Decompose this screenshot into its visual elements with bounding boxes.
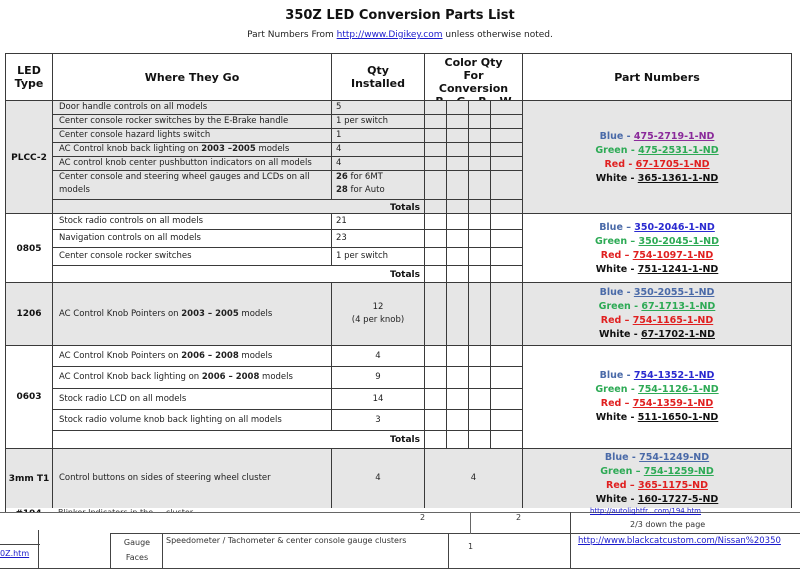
part-number-line (599, 300, 716, 314)
part-number-link[interactable]: 350-2055-1-ND (633, 287, 715, 298)
qty-variant: for Auto (347, 185, 385, 195)
led-type-label: 0603 (16, 392, 42, 402)
where-text-years: 2006 – 2008 (181, 350, 239, 361)
part-numbers-cell (522, 213, 792, 284)
color-qty-w-input[interactable] (490, 247, 523, 266)
part-number-link[interactable]: 160-1727-5-ND (637, 493, 719, 505)
color-qty-b-input[interactable] (424, 345, 447, 367)
gauge-qty-value: 1 (468, 542, 474, 551)
color-qty-b-input[interactable] (424, 114, 447, 129)
where-text-years: 2003 – 2005 (181, 308, 239, 319)
hline (110, 533, 800, 534)
where-text-pre: AC Control knob back lighting on (59, 144, 202, 154)
color-qty-w-input[interactable] (490, 170, 523, 200)
total-b-input[interactable] (424, 430, 447, 449)
where-text: Door handle controls on all models (59, 102, 208, 112)
vline (162, 533, 163, 569)
where-text-post: models (255, 144, 290, 154)
where-text-post: models (238, 308, 273, 319)
qty-value: 12 (372, 302, 384, 312)
qty-value: 4 (375, 350, 381, 361)
part-number-link[interactable]: 754-1165-1-ND (632, 315, 714, 326)
qty-value: 14 (372, 393, 384, 404)
where-text (59, 143, 289, 156)
part-number-link[interactable]: 754-1359-1-ND (632, 398, 714, 409)
where-text: Stock radio LCD on all models (59, 393, 187, 404)
where-text: Center console rocker switches by the E-Brake handle (59, 116, 289, 126)
gauge-link-text: http://www.blackcatcustom.com/Nissan%20350 (578, 536, 781, 546)
color-qty-g-input[interactable] (446, 345, 469, 367)
color-qty-w-input[interactable] (490, 156, 523, 171)
qty-value: 23 (336, 233, 347, 243)
where-text: Center console rocker switches (59, 251, 192, 261)
where-cell (52, 448, 332, 509)
where-cell (52, 409, 332, 431)
color-qty-r-input[interactable] (468, 282, 491, 346)
qty-value: 4 (375, 473, 381, 483)
where-text-pre: AC Control Knob Pointers on (59, 350, 182, 361)
vline (38, 530, 39, 569)
total-r-input[interactable] (468, 430, 491, 449)
where-cell (52, 213, 332, 230)
where-text: Control buttons on sides of steering wheel cluster (59, 473, 271, 483)
qty-194-a-value: 2 (420, 513, 426, 522)
color-qty-g-input[interactable] (446, 388, 469, 410)
color-qty-value: 4 (470, 473, 477, 483)
qty-value: 1 per switch (336, 251, 389, 261)
part-number-link[interactable]: 365-1175-ND (637, 479, 708, 491)
part-color-label: Blue - (599, 287, 634, 298)
where-cell (52, 114, 332, 129)
led-type-cell (5, 282, 53, 346)
total-g-input[interactable] (446, 430, 469, 449)
qty-value: 3 (375, 414, 381, 425)
where-text (59, 350, 272, 363)
part-color-label: Blue - (599, 370, 634, 381)
color-qty-r-input[interactable] (468, 345, 491, 367)
part-numbers-cell (522, 100, 792, 216)
part-color-label: Red – (600, 315, 633, 326)
where-text: Stock radio controls on all models (59, 216, 204, 226)
part-number-line (596, 493, 719, 507)
qty-value: 21 (336, 216, 347, 226)
qty-note: (4 per knob) (351, 315, 405, 325)
color-qty-b-input[interactable] (424, 100, 447, 115)
part-number-line (599, 328, 715, 342)
page-subtitle (0, 30, 800, 40)
color-qty-g-input[interactable] (446, 409, 469, 431)
part-color-label: White - (599, 329, 642, 340)
part-number-line (596, 263, 719, 277)
color-qty-w-input[interactable] (490, 345, 523, 367)
header-part-numbers (522, 53, 792, 101)
qty-cell (331, 128, 425, 143)
color-qty-w-input[interactable] (490, 213, 523, 230)
color-qty-g-input[interactable] (446, 282, 469, 346)
color-qty-w-input[interactable] (490, 128, 523, 143)
link-194-text: http://autolightfr...com/194.htm (590, 507, 701, 515)
color-qty-r-input[interactable] (468, 100, 491, 115)
part-color-label: Blue - (599, 131, 634, 142)
color-qty-b-input[interactable] (424, 409, 447, 431)
part-color-label: Red – (600, 398, 633, 409)
where-text (59, 371, 293, 384)
part-number-link[interactable]: 754-1097-1-ND (632, 249, 714, 261)
where-cell (52, 100, 332, 115)
qty-cell (331, 345, 425, 367)
color-qty-w-input[interactable] (490, 409, 523, 431)
part-number-link[interactable]: 754-1259-ND (643, 465, 714, 477)
note-194-text: 2/3 down the page (630, 520, 706, 529)
where-cell (52, 388, 332, 410)
where-cell (52, 282, 332, 346)
part-number-link[interactable]: 350-2046-1-ND (634, 221, 715, 233)
part-color-label: Blue – (599, 221, 635, 233)
part-number-line (601, 249, 713, 263)
qty-cell (331, 229, 425, 248)
qty-variant: for 6MT (347, 172, 383, 182)
color-qty-cell[interactable] (424, 448, 523, 509)
color-qty-r-input[interactable] (468, 213, 491, 230)
color-qty-w-input[interactable] (490, 142, 523, 157)
where-text-pre: AC Control Knob back lighting on (59, 372, 202, 382)
header-color-qty-label: Color Qty For Conversion (438, 56, 509, 95)
part-color-label: White - (595, 412, 638, 423)
part-color-label: Red - (604, 159, 636, 170)
part-color-label: Red – (606, 479, 638, 491)
part-number-line (606, 479, 708, 493)
qty-cell (331, 213, 425, 230)
where-text: AC control knob center pushbutton indicators on all models (59, 158, 312, 168)
page-title: 350Z LED Conversion Parts List (285, 8, 515, 23)
header-part-numbers-label: Part Numbers (614, 70, 700, 84)
led-type-cell (5, 345, 53, 449)
part-number-line (601, 397, 713, 411)
color-qty-r-input[interactable] (468, 128, 491, 143)
qty-value: 9 (375, 372, 381, 382)
color-qty-b-input[interactable] (424, 388, 447, 410)
where-text: Stock radio volume knob back lighting on all models (59, 414, 282, 425)
color-qty-g-input[interactable] (446, 100, 469, 115)
color-qty-b-input[interactable] (424, 128, 447, 143)
hline (0, 544, 40, 545)
color-qty-b-input[interactable] (424, 282, 447, 346)
color-qty-g-input[interactable] (446, 366, 469, 389)
part-color-label: Green - (595, 384, 639, 395)
qty-value: 1 (336, 130, 342, 140)
totals-label: Totals (390, 434, 420, 445)
led-type-label: 1206 (16, 309, 42, 319)
qty-cell (331, 170, 425, 200)
part-color-label: Red – (600, 249, 633, 261)
part-number-line (604, 158, 709, 172)
qty-number: 28 (336, 185, 348, 195)
where-text (59, 308, 272, 321)
part-number-line (596, 172, 719, 186)
part-color-label: White - (595, 263, 638, 275)
part-color-label: Blue - (604, 451, 640, 463)
header-led-type-label: LED Type (14, 64, 44, 90)
part-numbers-cell (522, 282, 792, 346)
part-number-line (600, 130, 715, 144)
qty-cell (331, 142, 425, 157)
gauge-desc-text: Speedometer / Tachometer & center console gauge clusters (166, 536, 407, 545)
qty-value: 4 (336, 158, 342, 168)
left-link[interactable] (0, 549, 36, 563)
color-qty-g-input[interactable] (446, 170, 469, 200)
where-cell (52, 345, 332, 367)
qty-cell (331, 409, 425, 431)
vline (470, 512, 471, 534)
led-type-cell (5, 448, 53, 509)
part-color-label: Green – (594, 235, 639, 247)
color-qty-w-input[interactable] (490, 282, 523, 346)
digikey-link[interactable]: http://www.Digikey.com (336, 30, 443, 40)
part-number-link[interactable]: 754-1126-1-ND (638, 384, 719, 395)
qty-line (336, 184, 385, 197)
part-number-link[interactable]: 365-1361-1-ND (637, 173, 719, 184)
part-color-label: Green - (598, 301, 642, 312)
qty-cell (331, 156, 425, 171)
total-w-input[interactable] (490, 430, 523, 449)
header-qty (331, 53, 425, 101)
color-qty-g-input[interactable] (446, 213, 469, 230)
color-qty-g-input[interactable] (446, 229, 469, 248)
color-qty-r-input[interactable] (468, 114, 491, 129)
color-qty-r-input[interactable] (468, 142, 491, 157)
part-number-link[interactable]: 350-2045-1-ND (638, 235, 720, 247)
part-numbers-cell (522, 345, 792, 449)
part-number-line (600, 286, 715, 300)
where-cell (52, 128, 332, 143)
led-type-gauge (112, 535, 162, 567)
qty-cell (331, 282, 425, 346)
qty-cell (331, 114, 425, 129)
qty-cell (331, 100, 425, 115)
header-qty-label: Qty Installed (350, 64, 406, 90)
qty-194-a (420, 513, 432, 525)
qty-line (336, 171, 383, 184)
part-color-label: Green - (595, 145, 639, 156)
qty-cell (331, 448, 425, 509)
totals-label: Totals (390, 269, 420, 280)
where-cell (52, 366, 332, 389)
color-qty-b-input[interactable] (424, 366, 447, 389)
part-number-link[interactable]: 754-1249-ND (639, 451, 710, 463)
where-cell (52, 247, 332, 266)
qty-194-b-value: 2 (516, 513, 522, 522)
qty-cell (331, 366, 425, 389)
part-number-link[interactable]: 475-2531-1-ND (638, 145, 719, 156)
where-text-years: 2003 –2005 (201, 144, 256, 154)
qty-cell (331, 388, 425, 410)
header-color-qty (424, 53, 523, 101)
color-qty-w-input[interactable] (490, 100, 523, 115)
color-qty-b-input[interactable] (424, 247, 447, 266)
part-number-link[interactable]: 751-1241-1-ND (637, 263, 719, 275)
part-number-line (596, 411, 719, 425)
subtitle-suffix: unless otherwise noted. (442, 30, 553, 40)
qty-value: 4 (336, 144, 342, 154)
gauge-type-line2: Faces (125, 553, 149, 562)
color-qty-g-input[interactable] (446, 156, 469, 171)
note-194 (630, 520, 750, 532)
color-qty-g-input[interactable] (446, 128, 469, 143)
color-qty-w-input[interactable] (490, 114, 523, 129)
where-cell (52, 170, 332, 200)
totals-label: Totals (390, 202, 420, 213)
color-qty-r-input[interactable] (468, 247, 491, 266)
qty-cell (331, 247, 425, 266)
part-number-link[interactable]: 475-2719-1-ND (633, 131, 715, 142)
color-qty-b-input[interactable] (424, 156, 447, 171)
part-number-link[interactable]: 754-1352-1-ND (633, 370, 715, 381)
part-number-line (595, 235, 719, 249)
qty-value: 1 per switch (336, 116, 389, 126)
gauge-qty (468, 542, 480, 554)
where-cell (52, 156, 332, 171)
part-number-link[interactable]: 67-1702-1-ND (641, 329, 715, 340)
gauge-link[interactable] (578, 536, 800, 548)
color-qty-b-input[interactable] (424, 170, 447, 200)
led-type-label: PLCC-2 (11, 153, 47, 163)
gauge-type-line1: Gauge (123, 538, 151, 547)
header-where (52, 53, 332, 101)
vline (448, 533, 449, 569)
part-number-link[interactable]: 67-1705-1-ND (635, 159, 710, 170)
color-qty-w-input[interactable] (490, 388, 523, 410)
part-number-line (600, 465, 714, 479)
vline (570, 512, 571, 568)
where-cell (52, 229, 332, 248)
part-number-line (595, 383, 718, 397)
header-led-type (5, 53, 53, 101)
part-color-label: Green – (600, 465, 644, 477)
color-qty-b-input[interactable] (424, 142, 447, 157)
gauge-desc (166, 536, 446, 548)
part-number-line (599, 221, 715, 235)
where-text-years: 2006 – 2008 (201, 372, 260, 382)
part-numbers-cell (522, 448, 792, 509)
part-number-link[interactable]: 511-1650-1-ND (637, 412, 719, 423)
color-qty-r-input[interactable] (468, 409, 491, 431)
where-text-pre: AC Control Knob Pointers on (59, 308, 182, 319)
color-qty-r-input[interactable] (468, 156, 491, 171)
color-qty-b-input[interactable] (424, 229, 447, 248)
subtitle-prefix: Part Numbers From (247, 30, 337, 40)
where-text-post: models (238, 350, 273, 361)
part-number-line (595, 144, 718, 158)
part-number-line (600, 369, 715, 383)
color-qty-g-input[interactable] (446, 142, 469, 157)
color-qty-r-input[interactable] (468, 366, 491, 389)
where-text: Navigation controls on all models (59, 233, 201, 243)
led-type-cell (5, 100, 53, 216)
where-cell (52, 142, 332, 157)
color-qty-r-input[interactable] (468, 229, 491, 248)
color-qty-w-input[interactable] (490, 366, 523, 389)
vline (110, 533, 111, 569)
color-qty-b-input[interactable] (424, 213, 447, 230)
part-color-label: White - (595, 173, 638, 184)
part-color-label: White - (595, 493, 638, 505)
totals-label-cell (52, 430, 425, 449)
where-text-post: models (259, 372, 293, 382)
qty-value: 5 (336, 102, 342, 112)
led-type-label: 3mm T1 (8, 473, 50, 484)
color-qty-r-input[interactable] (468, 170, 491, 200)
header-where-label: Where They Go (144, 70, 240, 84)
where-text: Center console hazard lights switch (59, 130, 211, 140)
color-qty-w-input[interactable] (490, 229, 523, 248)
link-194[interactable] (590, 507, 780, 517)
led-type-cell (5, 213, 53, 284)
where-text: Center console and steering wheel gauges and LCDs on all models (59, 172, 310, 195)
qty-194-b (516, 513, 528, 525)
left-link-text: 0Z.htm (0, 549, 30, 558)
led-type-label: 0805 (16, 243, 42, 254)
part-number-line (605, 451, 709, 465)
color-qty-g-input[interactable] (446, 114, 469, 129)
color-qty-g-input[interactable] (446, 247, 469, 266)
part-number-line (601, 314, 713, 328)
qty-number: 26 (336, 172, 348, 182)
part-number-link[interactable]: 67-1713-1-ND (641, 301, 716, 312)
color-qty-r-input[interactable] (468, 388, 491, 410)
